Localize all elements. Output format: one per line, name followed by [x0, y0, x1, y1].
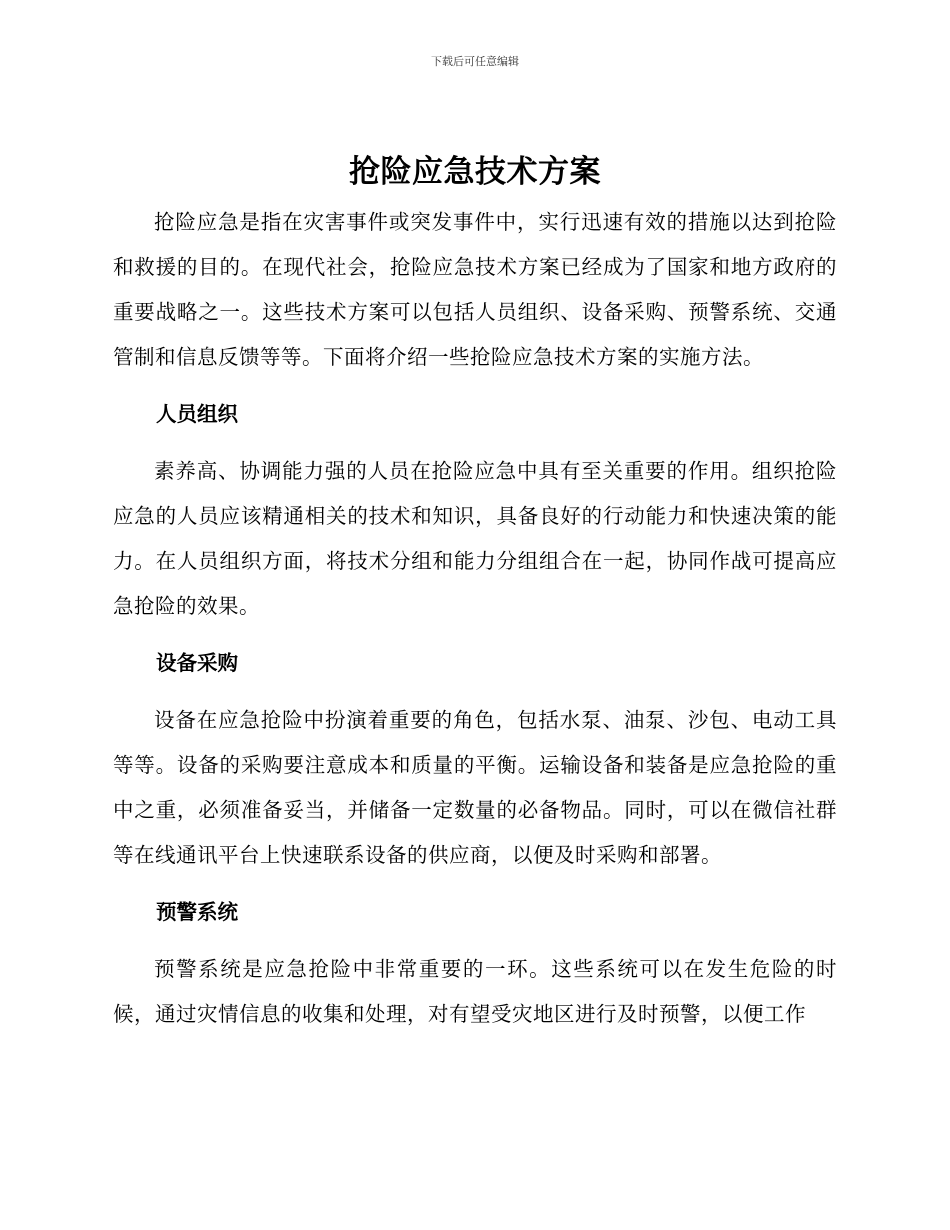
intro-paragraph: 抢险应急是指在灾害事件或突发事件中，实行迅速有效的措施以达到抢险和救援的目的。在现代社会，抢险应急技术方案已经成为了国家和地方政府的重要战略之一。这些技术方案可以包括人员组织、设备采购、预警系统、交通管制和信息反馈等等。下面将介绍一些抢险应急技术方案的实施方法。 [113, 210, 837, 369]
section-paragraph-equipment: 设备在应急抢险中扮演着重要的角色，包括水泵、油泵、沙包、电动工具等等。设备的采购要注意成本和质量的平衡。运输设备和装备是应急抢险的重中之重，必须准备妥当，并储备一定数量的必备物品。同时，可以在微信社群等在线通讯平台上快速联系设备的供应商，以便及时采购和部署。 [113, 708, 837, 867]
section-paragraph-personnel: 素养高、协调能力强的人员在抢险应急中具有至关重要的作用。组织抢险应急的人员应该精通相关的技术和知识，具备良好的行动能力和快速决策的能力。在人员组织方面，将技术分组和能力分组组合在一起，协同作战可提高应急抢险的效果。 [113, 459, 837, 618]
section-paragraph-warning-system: 预警系统是应急抢险中非常重要的一环。这些系统可以在发生危险的时候，通过灾情信息的收集和处理，对有望受灾地区进行及时预警，以便工作 [113, 957, 837, 1026]
section-heading-equipment: 设备采购 [156, 651, 238, 675]
page-header-note: 下载后可任意编辑 [431, 55, 519, 68]
document-body [113, 150, 837, 1037]
section-heading-warning-system: 预警系统 [156, 900, 238, 924]
section-heading-personnel: 人员组织 [156, 402, 238, 426]
document-title: 抢险应急技术方案 [349, 154, 601, 190]
